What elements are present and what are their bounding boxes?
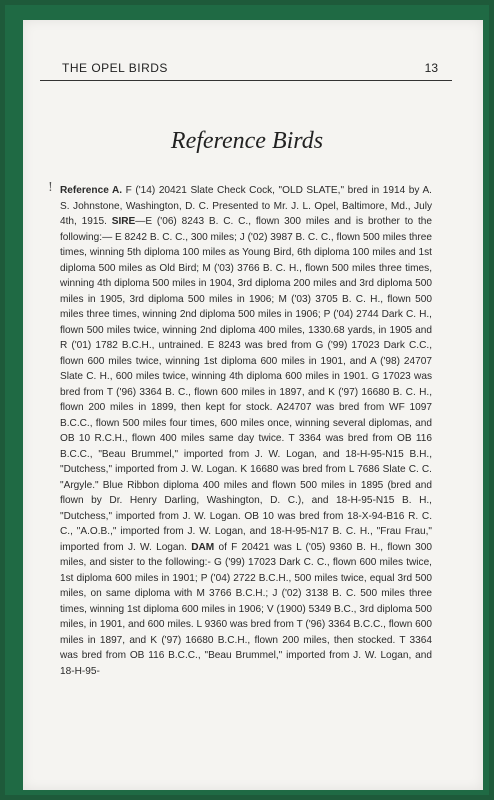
sire-label: SIRE: [111, 216, 136, 227]
page-title: Reference Birds: [170, 128, 324, 154]
running-title: THE OPEL BIRDS: [62, 61, 168, 75]
reference-label: Reference A.: [60, 185, 123, 196]
header-rule: [40, 80, 452, 81]
reference-intro: F ('14) 20421 Slate Check Cock, "OLD SLATE," bred in 1914 by A. S. Johnstone, Washington, D. C. Presented to Mr. J. L. Opel, Baltimore, Md., July 4th, 1915.: [60, 185, 432, 227]
page-header: [40, 48, 440, 78]
reference-body: [60, 183, 432, 679]
dam-text: of F 20421 was L ('05) 9360 B. H., flown 300 miles, and sister to the following:- G ('99) 17023 Dark C. C., flown 600 miles twice, 1st diploma 600 miles in 1901; P ('04) 2722 B.C.H., 500 miles twice, equal 3rd 500 miles, on same diploma with M 3766 B.C.H.; J ('02) 3138 B. C. 500 miles three times, winning 1st diploma 600 miles in 1906; V (1900) 5349 B.C., 3rd diploma 500 miles, in 1901, and 600 miles. L 9360 was bred from T ('96) 3364 B.C.C., flown 600 miles in 1897, and K ('97) 16680 B.C.H., flown 200 miles, then stocked. T 3364 was bred from OB 116 B.C.C., "Beau Brummel," imported from J. W. Logan, and 18-H-95-: [60, 541, 432, 677]
dam-label: DAM: [191, 541, 215, 553]
sire-text: —E ('06) 8243 B. C. C., flown 300 miles and is brother to the following:— E 8242 B. C. C., 300 miles; J ('02) 3987 B. C. C., flown 500 miles three times, winning 5th diploma 100 miles as Young Bird, 6th diploma 100 miles and 1st diploma 500 miles as Old Bird; M ('03) 3766 B. C. H., flown 500 miles three times, winning 4th diploma 500 miles in 1904, 3rd diploma 200 miles and 3rd diploma 500 miles in 1905, 3rd diploma 500 miles in 1906; M ('03) 3705 B. C. H., flown 500 miles three times, winning 2nd diploma 500 miles in 1906; P ('04) 2744 Dark C. H., flown 500 miles twice, winning 2nd diploma 400 miles, 1330.68 yards, in 1905 and R ('01) 1782 B.C.H., untrained. E 8243 was bred from G ('99) 17023 Dark C.C., flown 600 miles twice, winning 1st diploma 600 miles in 1901, and A ('98) 24707 Slate C. H., 600 miles twice, winning 4th diploma 600 miles in 1901. G 17023 was bred from T ('96) 3364 B. C., flown 600 miles in 1897, and K ('97) 16680 B. C. H., flown 200 miles in 1899, then kept for stock. A24707 was bred from WF 1097 B.C.C., flown 500 miles four times, 600 miles once, winning several diplomas, and OB 10 R.C.H., flown 400 miles same day twice. T 3364 was bred from OB 116 B.C.C., "Beau Brummel," imported from J. W. Logan, and 18-H-95-N15 B.H., "Dutchess," imported from J. W. Logan. K 16680 was bred from L 7686 Slate C. C. "Argyle." Blue Ribbon diploma 400 miles and flown 500 miles in 1895 (bred and flown by Dr. Henry Darling, Washington, D. C.), and 18-H-95-N15 B. H., "Dutchess," imported from J. W. Logan. OB 10 was bred from 18-X-94-B16 R. C. C., "A.O.B.," imported from J. W. Logan, and 18-H-95-N17 B. C. H., "Frau Frau," imported from J. W. Logan.: [60, 216, 432, 553]
page-number: 13: [424, 61, 438, 75]
margin-mark: !: [48, 180, 53, 194]
